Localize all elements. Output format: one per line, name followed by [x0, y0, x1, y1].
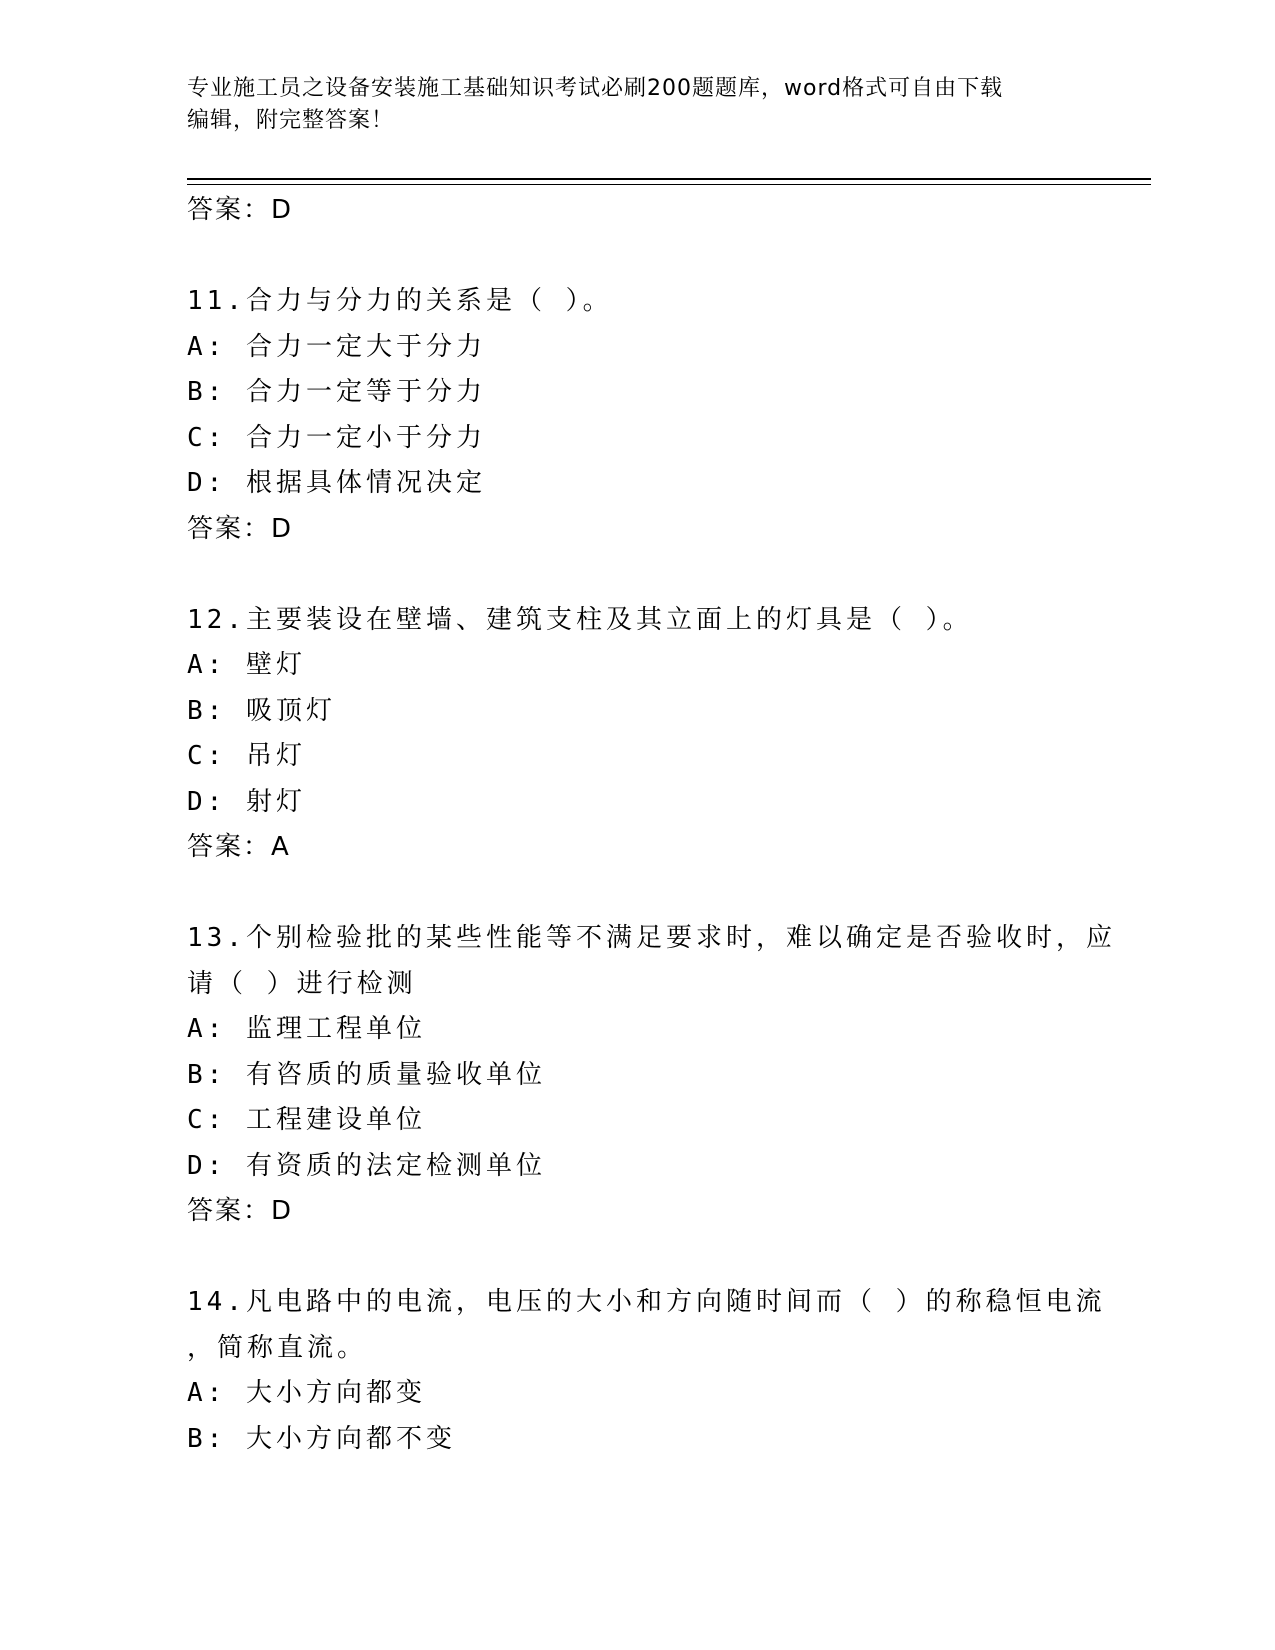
option-b: B: 大小方向都不变	[187, 1423, 456, 1454]
question-block	[187, 916, 1116, 1235]
answer-line: 答案：D	[187, 1196, 294, 1226]
spacer	[187, 234, 1087, 280]
option-c: C: 工程建设单位	[187, 1105, 426, 1135]
question-list	[187, 188, 1116, 1462]
question-stem: 14.凡电路中的电流，电压的大小和方向随时间而（ ）的称稳恒电流	[187, 1287, 1106, 1317]
option-d: D: 根据具体情况决定	[187, 468, 486, 498]
option-a: A: 大小方向都变	[187, 1378, 426, 1408]
option-d: D: 有资质的法定检测单位	[187, 1150, 546, 1181]
question-stem: 13.个别检验批的某些性能等不满足要求时，难以确定是否验收时，应	[187, 923, 1116, 953]
option-c: C: 吊灯	[187, 741, 306, 771]
question-stem: 12.主要装设在壁墙、建筑支柱及其立面上的灯具是（ ）。	[187, 604, 973, 635]
answer-line: 答案：D	[187, 513, 294, 544]
option-b: B: 有咨质的质量验收单位	[187, 1059, 546, 1090]
document-header: 专业施工员之设备安装施工基础知识考试必刷200题题库，word格式可自由下载 编辑，附完整答案！	[187, 76, 1004, 133]
option-a: A: 监理工程单位	[187, 1014, 426, 1044]
question-stem: 11.合力与分力的关系是（ ）。	[187, 286, 613, 316]
answer-line: 答案：D	[187, 195, 294, 225]
question-block	[187, 598, 1087, 871]
option-b: B: 合力一定等于分力	[187, 377, 486, 407]
header-divider-thin	[187, 184, 1151, 185]
question-stem-continued: 请（ ）进行检测	[187, 968, 417, 999]
header-divider-thick	[187, 178, 1151, 180]
question-block	[187, 1280, 1106, 1462]
option-a: A: 壁灯	[187, 650, 306, 680]
option-c: C: 合力一定小于分力	[187, 422, 486, 453]
spacer	[187, 552, 1087, 598]
spacer	[187, 871, 1087, 917]
question-block	[187, 279, 1087, 552]
question-stem-continued: ，简称直流。	[187, 1332, 368, 1363]
option-a: A: 合力一定大于分力	[187, 331, 486, 362]
answer-line: 答案：A	[187, 832, 291, 862]
option-b: B: 吸顶灯	[187, 695, 336, 726]
option-d: D: 射灯	[187, 786, 306, 817]
spacer	[187, 1235, 1087, 1281]
